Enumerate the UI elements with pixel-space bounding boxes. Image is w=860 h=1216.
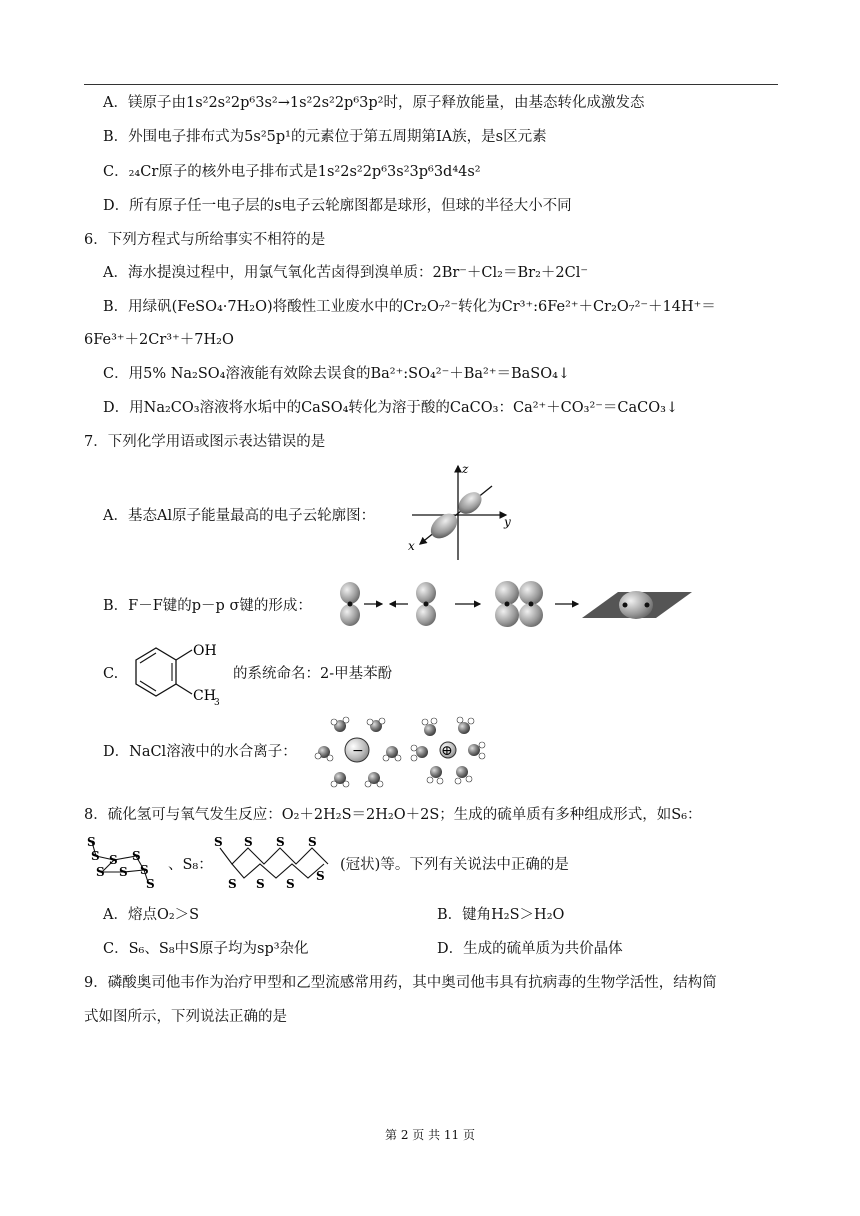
f-atom-left [340, 582, 360, 626]
q6-option-b-line1: B．用绿矾(FeSO₄·7H₂O)将酸性工业废水中的Cr₂O₇²⁻转化为Cr³⁺:6Fe²⁺＋Cr₂O₇²⁻＋14H⁺＝ [103, 299, 716, 315]
s-atom: S [91, 849, 100, 863]
s6-structure [84, 832, 166, 892]
q8-stem: 8．硫化氢可与氧气发生反应：O₂＋2H₂S＝2H₂O＋2S；生成的硫单质有多种组成形式，如S₆： [84, 807, 702, 823]
s-atom: S [132, 849, 141, 863]
s-atom: S [96, 865, 105, 879]
s-atom: S [146, 877, 155, 891]
s-atom: S [214, 835, 223, 849]
s-atom: S [286, 877, 295, 890]
z-axis-label: z [462, 462, 469, 476]
p-orbital-diagram [400, 460, 525, 565]
oh-label: OH [193, 643, 217, 659]
q7-option-b: B．F－F键的p－p σ键的形成： [103, 598, 312, 614]
q7-option-c-text: 的系统命名：2-甲基苯酚 [233, 666, 393, 682]
minus-sign: − [352, 743, 364, 759]
plus-sign: ⊕ [441, 743, 453, 759]
q9-stem-line1: 9．磷酸奥司他韦作为治疗甲型和乙型流感常用药，其中奥司他韦具有抗病毒的生物学活性，结构简 [84, 975, 717, 991]
hydrated-ions-diagram [312, 712, 498, 790]
s-atom: S [308, 835, 317, 849]
q6-option-d: D．用Na₂CO₃溶液将水垢中的CaSO₄转化为溶于酸的CaCO₃：Ca²⁺＋CO₃²⁻＝CaCO₃↓ [103, 400, 679, 416]
q9-stem-line2: 式如图所示，下列说法正确的是 [84, 1009, 287, 1025]
q8-option-a: A．熔点O₂＞S [103, 907, 200, 923]
x-axis-label: x [408, 539, 415, 553]
s-atom: S [244, 835, 253, 849]
orbital-lobe-upper [454, 488, 485, 519]
page-footer: 第 2 页 共 11 页 [385, 1128, 475, 1142]
q8-stem-suffix: (冠状)等。下列有关说法中正确的是 [340, 857, 569, 873]
hydrated-chloride-ion [315, 717, 401, 787]
q8-option-d: D．生成的硫单质为共价晶体 [437, 941, 623, 957]
q7-option-c-prefix: C. [103, 666, 119, 682]
s-atom: S [140, 863, 149, 877]
y-axis-label: y [504, 515, 511, 529]
overlapping-orbitals [495, 581, 543, 627]
q5-option-b: B．外围电子排布式为5s²5p¹的元素位于第五周期第ⅠA族，是s区元素 [103, 129, 547, 145]
ch3-subscript: 3 [214, 698, 220, 708]
s8-structure [210, 832, 338, 890]
methylphenol-structure [124, 640, 232, 708]
header-rule [84, 84, 778, 85]
s-atom: S [119, 865, 128, 879]
sigma-bond-diagram [330, 578, 695, 630]
q6-option-a: A．海水提溴过程中，用氯气氧化苦卤得到溴单质：2Br⁻＋Cl₂＝Br₂＋2Cl⁻ [103, 265, 588, 281]
s-atom: S [316, 869, 325, 883]
q6-option-b-line2: 6Fe³⁺＋2Cr³⁺＋7H₂O [84, 332, 234, 348]
q6-stem: 6．下列方程式与所给事实不相符的是 [84, 232, 326, 248]
q7-option-a: A．基态Al原子能量最高的电子云轮廓图： [103, 508, 376, 524]
q8-option-b: B．键角H₂S＞H₂O [437, 907, 565, 923]
q6-option-c: C．用5% Na₂SO₄溶液能有效除去误食的Ba²⁺:SO₄²⁻＋Ba²⁺＝BaSO₄↓ [103, 366, 571, 382]
q5-option-d: D．所有原子任一电子层的s电子云轮廓图都是球形，但球的半径大小不同 [103, 198, 572, 214]
q7-stem: 7．下列化学用语或图示表达错误的是 [84, 434, 326, 450]
ch3-label: CH [193, 688, 216, 704]
q8-option-c: C．S₆、S₈中S原子均为sp³杂化 [103, 941, 309, 957]
s-atom: S [109, 853, 118, 867]
q5-option-a: A．镁原子由1s²2s²2p⁶3s²→1s²2s²2p⁶3p²时，原子释放能量，由基态转化成激发态 [103, 95, 645, 111]
q8-separator: 、S₈： [168, 857, 213, 873]
s-atom: S [87, 835, 96, 849]
sigma-bond-result [582, 591, 692, 619]
s-atom: S [276, 835, 285, 849]
s-atom: S [256, 877, 265, 890]
s-atom: S [228, 877, 237, 890]
q7-option-d: D．NaCl溶液中的水合离子： [103, 744, 297, 760]
hydrated-sodium-ion [411, 717, 485, 784]
q5-option-c: C．₂₄Cr原子的核外电子排布式是1s²2s²2p⁶3s²3p⁶3d⁴4s² [103, 164, 481, 180]
f-atom-right [416, 582, 436, 626]
